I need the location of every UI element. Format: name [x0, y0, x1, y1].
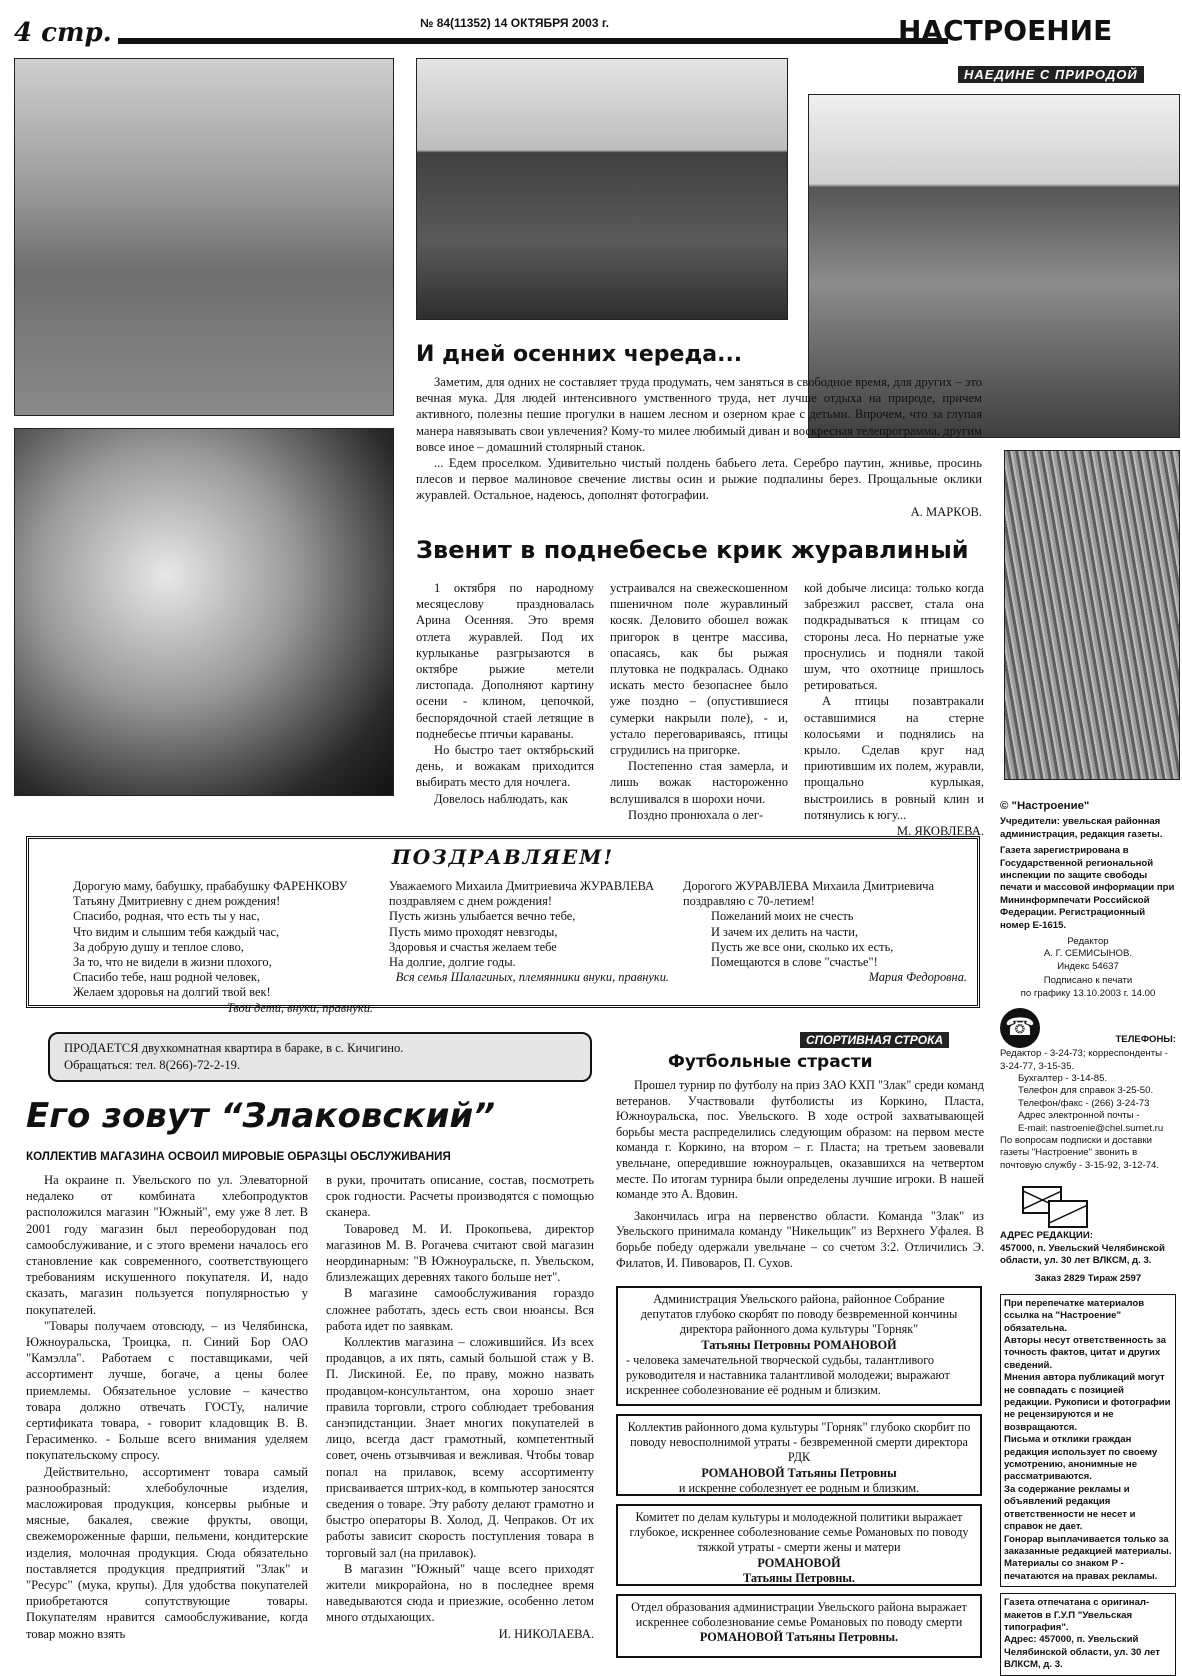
- sport-body: [616, 1078, 984, 1271]
- article2-paragraph: Поздно пронюхала о лег-: [628, 807, 764, 822]
- article3-column-1: [26, 1172, 308, 1642]
- condolence-name: РОМАНОВОЙ Татьяны Петровны.: [699, 1630, 899, 1645]
- condolence-4: [616, 1594, 982, 1658]
- imprint-note: Мнения автора публикаций могут не совпадать с позицией редакции. Рукописи и фотографии не рецензируются и не возвращаются.: [1004, 1372, 1171, 1433]
- sport-title: Футбольные страсти: [668, 1052, 873, 1072]
- article1-author: А. МАРКОВ.: [910, 504, 982, 519]
- article3-paragraph: Коллектив магазина – сложившийся. Из всех продавцов, а их пять, самый большой стаж у В. П. Лискиной. Ее, по праву, можно назвать продавцом-консультантом, она хорошо знает правила торговли, строго соблюдает требования санэпидстанции. Знает многих покупателей в лицо, всегда даст грамотный, компетентный совет, очень отзывчивая и вежливая. Чтобы товар попал на прилавок, всему ассортименту присваивается штрих-код, в компьютер заносятся сведения о товаре. Эту работу делают грамотно и быстро операторы В. Холод, Д. Чепраков. От их работы зависит скорость поступления товара в торговый зал (на прилавок).: [326, 1335, 594, 1560]
- imprint-index: Индекс 54637: [1057, 960, 1119, 972]
- ad-line: ПРОДАЕТСЯ двухкомнатная квартира в бараке, в с. Кичигино.: [64, 1041, 404, 1055]
- condolence-text: Администрация Увельского района, районное Собрание депутатов глубоко скорбят по поводу безвременной кончины директора районного дома культуры "Горняк": [640, 1292, 958, 1337]
- printed-address: Адрес: 457000, п. Увельский Челябинской области, ул. 30 лет ВЛКСМ, д. 3.: [1004, 1634, 1160, 1671]
- article2-paragraph: А птицы позавтракали оставшимися на стерне колосьями и поднялись на крыло. Сделав круг над приютившим их полем, журавли, прощально курлыкая, выстроились в ровный клин и потянулись к югу...: [804, 694, 984, 822]
- article3-paragraph: В магазин "Южный" чаще всего приходят жители микрорайона, но в последнее время наведываются сюда и приезжие, особенно летом много отдыхающих.: [326, 1561, 594, 1625]
- condolence-text: Коллектив районного дома культуры "Горняк" глубоко скорбит по поводу невосполнимой утраты - безвременной смерти директора РДК: [627, 1420, 971, 1465]
- article3-paragraph: "Товары получаем отовсюду, – из Челябинска, Южноуральска, Троицка, п. Синий Бор ОАО "Камэлла". Работаем с поставщиками, чей ассортимент лучше, богаче, а цены более приемлемы. Обязательное условие – качество товара должно отвечать ГОСТу, наличие сертификата товара, - говорит кладовщик В. В. Герасименко. - Больше всего внимания уделяем покупательскому спросу.: [26, 1318, 308, 1463]
- sport-paragraph: Прошел турнир по футболу на приз ЗАО КХП "Злак" среди команд ветеранов. Участвовали футболисты из Коркино, Пласта, Южноуральска, пос. Увельского. В ходе острой захватывающей борьбы места распределились следующим образом: на первом месте команда г. Коркино, на втором – г. Пласта; на третьем заовевали увельчане, опередившие южноуральцев, оказавшихся на четвертом месте. По итогам турнира были определены лучшие игроки. В нашей команде это А. Вдовин.: [616, 1078, 984, 1202]
- condolence-name: Татьяны Петровны РОМАНОВОЙ: [701, 1337, 897, 1352]
- greeting-2-line: Здоровья и счастья желаем тебе: [389, 939, 557, 954]
- greeting-1-line: Спасибо, родная, что есть ты у нас,: [73, 909, 260, 924]
- condolence-name: Татьяны Петровны.: [743, 1570, 855, 1585]
- imprint-note: Письма и отклики граждан редакция использует по своему усмотрению, анонимные не рассматриваются.: [1004, 1434, 1158, 1483]
- condolence-name: РОМАНОВОЙ: [757, 1555, 841, 1570]
- imprint-note: Авторы несут ответственность за точность фактов, цитат и других сведений.: [1004, 1335, 1166, 1371]
- article2-author: М. ЯКОВЛЕВА.: [896, 824, 984, 839]
- photo-fisherman-on-lake: [416, 58, 788, 320]
- article1-body: [416, 374, 982, 520]
- article1-paragraph: Заметим, для одних не составляет труда продумать, чем заняться в свободное время, для других – это вечная мука. Для людей интенсивного умственного труда, нет лучше отдыха на природе, причем активного, полезны пешие прогулки в нашем лесном и озерном крае с детьми. Впрочем, что за глупая манера навязывать свои увлечения? Кому-то милее любимый диван и воскресная телепрограмма, другим вовсе иное – домашний столярный станок.: [416, 375, 982, 454]
- imprint-note: При перепечатке материалов ссылка на "Настроение" обязательна.: [1004, 1297, 1145, 1334]
- condolence-name: РОМАНОВОЙ Татьяны Петровны: [701, 1465, 897, 1480]
- phone-line: Адрес электронной почты -: [1018, 1110, 1140, 1122]
- greeting-1-sign: Твои дети, внуки, правнуки.: [226, 1000, 373, 1015]
- article2-column-3: [804, 580, 984, 839]
- article2-title: Звенит в поднебесье крик журавлиный: [416, 536, 969, 564]
- phone-icon: ☎: [1000, 1008, 1040, 1048]
- greeting-3-line: Пусть же все они, сколько их есть,: [711, 939, 894, 954]
- greeting-2-sign: Вся семья Шалагиных, племянники внуки, правнуки.: [395, 970, 669, 985]
- article3-paragraph: в руки, прочитать описание, состав, посмотреть срок годности. Расчеты производятся с помощью сканера.: [326, 1173, 594, 1220]
- order-info: Заказ 2829 Тираж 2597: [1034, 1273, 1142, 1285]
- sport-paragraph: Закончилась игра на первенство области. Команда "Злак" из Увельского принимала команду "Никельщик" из Верхнего Уфалея. В борьбе победу одержали увельчане – со счетом 3:2. Отличились Э. Филатов, И. Пивоваров, П. Сухов.: [616, 1208, 984, 1270]
- greeting-1-head: Дорогую маму, бабушку, прабабушку ФАРЕНКОВУ Татьяну Дмитриевну с днем рождения!: [73, 879, 348, 909]
- greeting-1-line: За добрую душу и теплое слово,: [73, 939, 244, 954]
- imprint-note: За содержание рекламы и объявлений редакция ответственности не несет и справок не дает.: [1004, 1483, 1136, 1533]
- imprint-signed: Подписано к печати: [1043, 975, 1133, 987]
- photo-man-in-reeds: [1004, 450, 1180, 780]
- address-label: АДРЕС РЕДАКЦИИ:: [1000, 1230, 1093, 1242]
- greeting-3-head: Дорогого ЖУРАВЛЕВА Михаила Дмитриевича поздравляю с 70-летием!: [683, 879, 934, 909]
- classified-ad: [48, 1032, 592, 1082]
- phone-line: По вопросам подписки и доставки газеты "Настроение" звонить в почтовую службу - 3-15-92, 3-12-74.: [1000, 1134, 1160, 1171]
- article2-paragraph: Но быстро тает октябрьский день, и вожакам приходится выбирать место для ночлега.: [416, 743, 594, 790]
- greeting-1-line: Желаем здоровья на долгий твой век!: [73, 985, 271, 1000]
- condolence-text: - человека замечательной творческой судьбы, талантливого руководителя и наставника талантливой молодежи; выражают искреннее соболезнование её родным и близким.: [626, 1352, 950, 1398]
- header-rule: [118, 38, 948, 44]
- printed-info: Газета отпечатана с оригинал-макетов в Г.У.П "Увельская типография".: [1004, 1597, 1150, 1633]
- phone-line: Редактор - 3-24-73; корреспонденты - 3-24-77, 3-15-35.: [1000, 1048, 1168, 1072]
- imprint-registration: Газета зарегистрирована в Государственной региональной инспекции по защите свободы печати и массовой информации при Мининформпечати Российской Федерации. Регистрационный номер Е-1615.: [1000, 845, 1175, 931]
- greeting-1-line: Спасибо тебе, наш родной человек,: [73, 970, 261, 985]
- greeting-2: [389, 879, 669, 985]
- greeting-2-line: Пусть мимо проходят невзгоды,: [389, 924, 558, 939]
- article3-paragraph: Действительно, ассортимент товара самый разнообразный: хлебобулочные изделия, масложировая продукция, консервы рыбные и мясные, бакалея, свежие фрукты, овощи, свежемороженные фарши, пельмени, кондитерские изделия, молочная продукция. Сюда обязательно поставляется продукция предприятий "Злак" и "Ресурс" (мука, крупы). Для удобства покупателей приобретаются сопутствующие товары. Покупателям нравится самообслуживание, когда товар можно взять: [26, 1464, 308, 1641]
- photo-hunters-with-dog: [14, 58, 394, 416]
- page-number: 4 стр.: [14, 18, 112, 48]
- rubric-label: НАЕДИНЕ С ПРИРОДОЙ: [958, 66, 1144, 83]
- phone-line: Бухгалтер - 3-14-85.: [1018, 1072, 1108, 1084]
- greeting-1: [73, 879, 373, 1016]
- greeting-1-line: За то, что не видели в жизни плохого,: [73, 955, 272, 970]
- phone-line: Телефон/факс - (266) 3-24-73: [1018, 1097, 1150, 1109]
- condolence-text: Комитет по делам культуры и молодежной политики выражает глубокое, искреннее соболезнование семье Романовых по поводу тяжкой утраты - смерти жены и матери: [629, 1510, 969, 1555]
- article3-paragraph: На окраине п. Увельского по ул. Элеваторной недалеко от комбината хлебопродуктов расположился магазин "Южный", ему уже 8 лет. В 2001 году магазин был переоборудован под самообслуживание, и с этого времени началось его становление как современного, соответствующего требованиям искушенного покупателя. И, надо сказать, магазин пользуется популярностью у покупателей.: [26, 1173, 308, 1317]
- article2-column-2: [610, 580, 788, 823]
- greetings-box: [26, 836, 980, 1015]
- page-header: [14, 14, 1170, 52]
- condolence-2: [616, 1414, 982, 1496]
- address: 457000, п. Увельский Челябинской области, ул. 30 лет ВЛКСМ, д. 3.: [1000, 1242, 1165, 1266]
- greeting-3-line: И зачем их делить на части,: [711, 924, 858, 939]
- greeting-3-sign: Мария Федоровна.: [868, 970, 967, 985]
- imprint-note: Гонорар выплачивается только за заказанные редакцией материалы.: [1004, 1533, 1172, 1557]
- article2-paragraph: Довелось наблюдать, как: [434, 791, 569, 806]
- photo-spruce-trees: [14, 428, 394, 796]
- condolence-1: [616, 1286, 982, 1406]
- imprint-schedule: по графику 13.10.2003 г. 14.00: [1020, 987, 1156, 999]
- article3-paragraph: Товаровед М. И. Прокопьева, директор магазинов М. В. Рогачева считают свой магазин неординарным: "В Южноуральске, п. Увельском, близлежащих деревнях такого больше нет".: [326, 1221, 594, 1285]
- article2-paragraph: Постепенно стая замерла, и лишь вожак настороженно вслушивался в шорохи ночи.: [610, 759, 788, 806]
- phone-line: E-mail: nastroenie@chel.surnet.ru: [1018, 1122, 1164, 1134]
- article2-paragraph: кой добыче лисица: только когда забрезжил рассвет, стала она подкрадываться к птицам со стороны леса. Но пернатые уже проснулись и подняли такой шум, что охотнице пришлось ретироваться.: [804, 581, 984, 693]
- imprint-note: Материалы со знаком Р - печатаются на правах рекламы.: [1004, 1558, 1158, 1582]
- article2-paragraph: устраивался на свежескошенном пшеничном поле журавлиный косяк. Деловито обошел вожак пригорок в центре массива, опасаясь, как бы рыжая плутовка не подкралась. Однако искать место безопаснее было уже поздно – (опустившиеся сумерки накрыли поле), - и, устало переговариваясь, птицы сгрудились на пригорке.: [610, 581, 788, 758]
- greeting-3: [683, 879, 967, 985]
- envelope-icon: [1048, 1200, 1088, 1228]
- article1-title: И дней осенних череда...: [416, 342, 743, 367]
- article3-paragraph: В магазине самообслуживания гораздо сложнее работать, здесь есть свои нюансы. Вся работа идет по заявкам.: [326, 1286, 594, 1333]
- imprint-panel: [1000, 800, 1176, 1676]
- condolence-text: и искренне соболезнует ее родным и близким.: [678, 1480, 920, 1495]
- article3-subtitle: КОЛЛЕКТИВ МАГАЗИНА ОСВОИЛ МИРОВЫЕ ОБРАЗЦЫ ОБСЛУЖИВАНИЯ: [26, 1150, 451, 1163]
- ad-line: Обращаться: тел. 8(266)-72-2-19.: [64, 1058, 241, 1072]
- masthead: НАСТРОЕНИЕ: [898, 14, 1113, 47]
- article3-title: Его зовут “Злаковский”: [26, 1096, 496, 1136]
- greeting-2-line: Пусть жизнь улыбается вечно тебе,: [389, 909, 576, 924]
- imprint-editor: А. Г. СЕМИСЫНОВ.: [1043, 948, 1133, 960]
- imprint-founders: Учредители: увельская районная администрация, редакция газеты.: [1000, 816, 1163, 840]
- article2-column-1: [416, 580, 594, 807]
- phones-label: ТЕЛЕФОНЫ:: [1115, 1034, 1176, 1046]
- imprint-title: © "Настроение": [1000, 800, 1090, 812]
- greeting-2-line: На долгие, долгие годы.: [389, 955, 516, 970]
- condolence-3: [616, 1504, 982, 1586]
- greeting-2-head: Уважаемого Михаила Дмитриевича ЖУРАВЛЕВА поздравляем с днем рождения!: [389, 879, 655, 909]
- article2-paragraph: 1 октября по народному месяцеслову праздновалась Арина Осенняя. Это время отлета журавлей. Под их курлыканье разгрызаются в октябре рыжие метели листопада. Дополняют картину осени - клином, цепочкой, беспорядочной стаей летящие в поднебесье птичьи караваны.: [416, 581, 594, 741]
- greeting-1-line: Что видим и слышим тебя каждый час,: [73, 924, 280, 939]
- phone-line: Телефон для справок 3-25-50.: [1018, 1085, 1154, 1097]
- article3-author: И. НИКОЛАЕВА.: [498, 1626, 594, 1641]
- article3-column-2: [326, 1172, 594, 1642]
- article1-paragraph: ... Едем проселком. Удивительно чистый полдень бабьего лета. Серебро паутин, жнивье, просинь плесов и первое малиновое свечение листвы осин и рыжие подпалины берез. Прощальные оклики журавлей. Остальное, надеюсь, дополнят фотографии.: [416, 456, 982, 503]
- issue-info: № 84(11352) 14 ОКТЯБРЯ 2003 г.: [414, 16, 615, 30]
- greeting-3-line: Пожеланий моих не счесть: [711, 909, 854, 924]
- condolence-text: Отдел образования администрации Увельского района выражает искреннее соболезнование семье Романовых по поводу смерти: [631, 1600, 967, 1630]
- sport-rubric: СПОРТИВНАЯ СТРОКА: [800, 1032, 949, 1048]
- greeting-3-line: Помещаются в слове "счастье"!: [711, 955, 878, 970]
- greetings-title: ПОЗДРАВЛЯЕМ!: [391, 845, 615, 869]
- imprint-editor-label: Редактор: [1067, 936, 1109, 948]
